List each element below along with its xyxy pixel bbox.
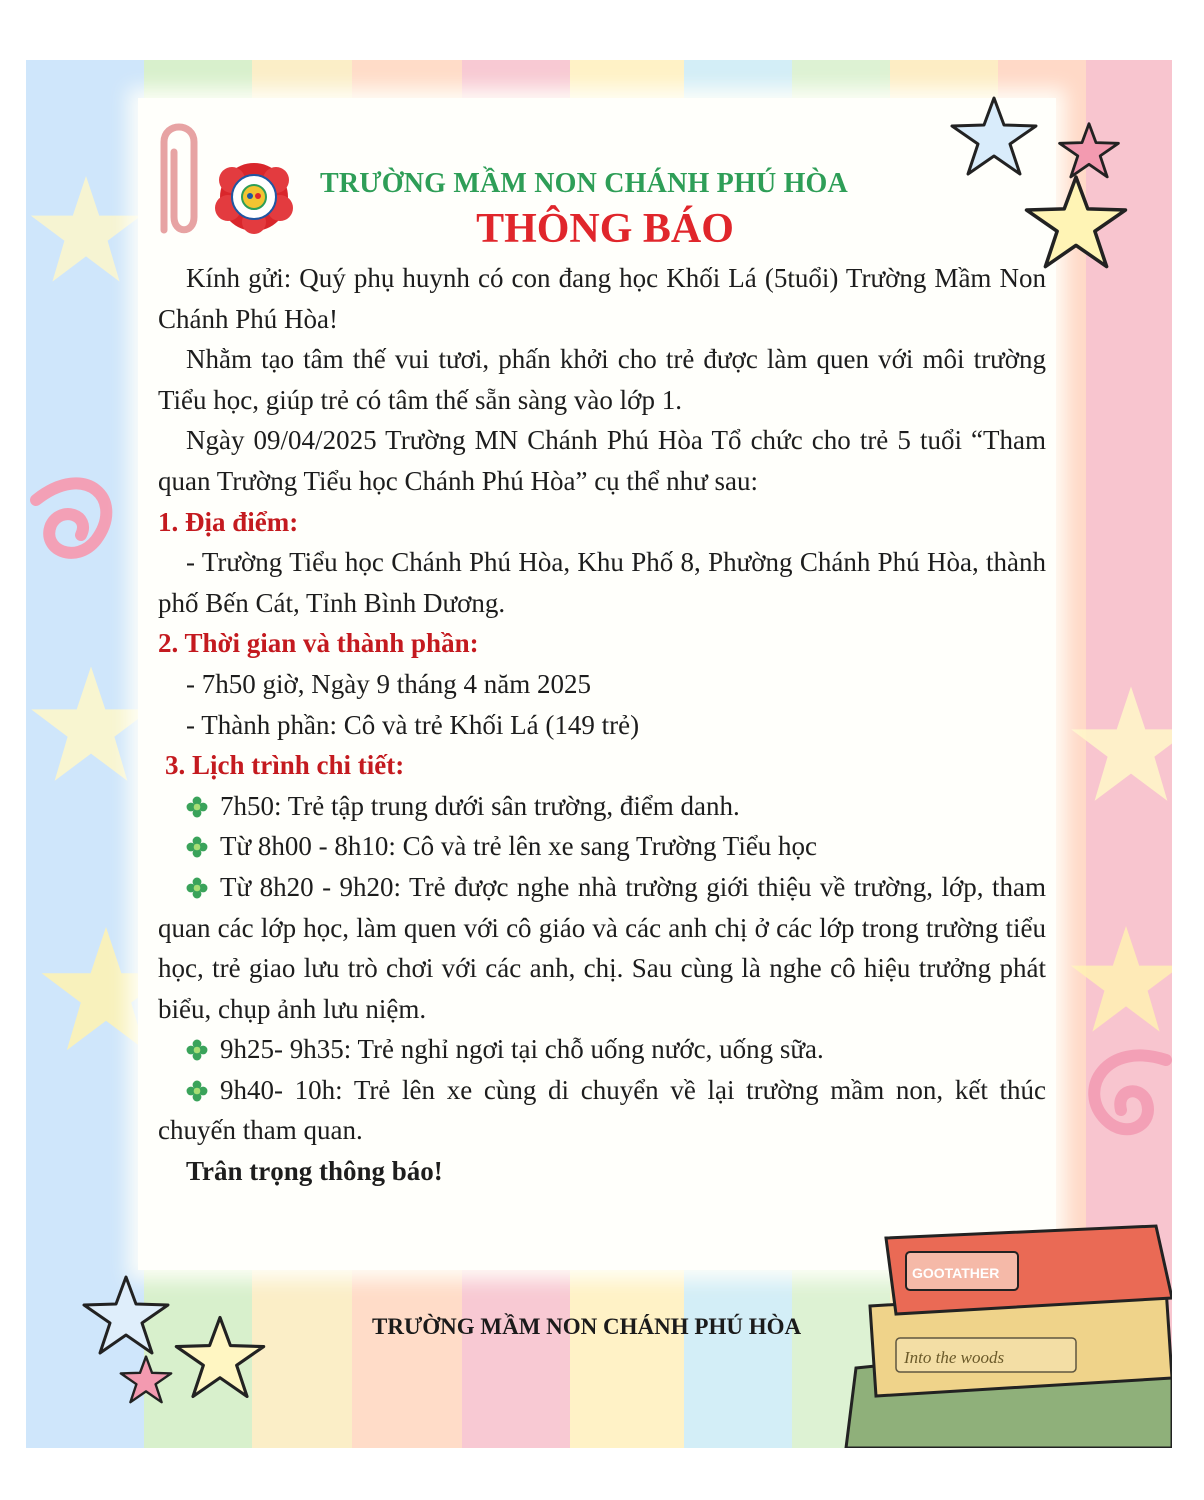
section-heading-location: 1. Địa điểm: — [158, 506, 299, 537]
notice-body — [158, 258, 1046, 1192]
star-outline-icon — [76, 1270, 176, 1362]
flower-bullet-icon — [186, 1039, 208, 1061]
purpose-paragraph: Nhằm tạo tâm thế vui tươi, phấn khởi cho trẻ được làm quen với môi trường Tiểu học, giúp trẻ có tâm thế sẵn sàng vào lớp 1. — [158, 344, 1046, 415]
book-label-top: GOOTATHER — [912, 1265, 1000, 1281]
flower-bullet-icon — [186, 1080, 208, 1102]
star-outline-icon — [944, 92, 1044, 182]
schedule-item — [158, 786, 1046, 827]
page-title: THÔNG BÁO — [476, 206, 734, 252]
star-pink-icon — [116, 1352, 176, 1408]
time-text: - 7h50 giờ, Ngày 9 tháng 4 năm 2025 — [186, 668, 591, 699]
schedule-item-text: 9h40- 10h: Trẻ lên xe cùng di chuyển về lại trường mầm non, kết thúc chuyến tham quan. — [158, 1074, 1046, 1146]
schedule-item — [158, 1070, 1046, 1151]
school-name-footer: TRƯỜNG MẦM NON CHÁNH PHÚ HÒA — [372, 1314, 802, 1339]
section-heading-schedule: 3. Lịch trình chi tiết: — [165, 750, 405, 781]
participants-text: - Thành phần: Cô và trẻ Khối Lá (149 trẻ) — [186, 709, 640, 740]
flower-bullet-icon — [186, 836, 208, 858]
schedule-item — [158, 867, 1046, 1029]
schedule-item — [158, 826, 1046, 867]
schedule-item-text: 7h50: Trẻ tập trung dưới sân trường, điểm danh. — [220, 790, 740, 821]
star-decoration-icon — [1066, 920, 1172, 1040]
book-label-middle: Into the woods — [904, 1348, 1005, 1367]
swirl-decoration-icon — [26, 460, 146, 600]
swirl-decoration-icon — [1066, 1040, 1172, 1180]
flower-bullet-icon — [186, 796, 208, 818]
schedule-item — [158, 1029, 1046, 1070]
schedule-item-text: 9h25- 9h35: Trẻ nghỉ ngơi tại chỗ uống nước, uống sữa. — [220, 1034, 824, 1065]
star-decoration-icon — [26, 660, 156, 790]
event-paragraph: Ngày 09/04/2025 Trường MN Chánh Phú Hòa Tổ chức cho trẻ 5 tuổi “Tham quan Trường Tiểu học Chánh Phú Hòa” cụ thể như sau: — [158, 425, 1046, 496]
flower-bullet-icon — [186, 877, 208, 899]
location-text: - Trường Tiểu học Chánh Phú Hòa, Khu Phố 8, Phường Chánh Phú Hòa, thành phố Bến Cát, Tỉnh Bình Dương. — [158, 547, 1046, 618]
schedule-item-text: Từ 8h20 - 9h20: Trẻ được nghe nhà trường giới thiệu về trường, lớp, tham quan các lớp học, làm quen với cô giáo và các anh chị ở các lớp trong trường tiểu học, trẻ giao lưu trò chơi với các anh, chị. Sau cùng là nghe cô hiệu trưởng phát biểu, chụp ảnh lưu niệm. — [158, 871, 1046, 1024]
books-stack-illustration — [836, 1218, 1172, 1448]
section-heading-time: 2. Thời gian và thành phần: — [158, 628, 479, 659]
schedule-item-text: Từ 8h00 - 8h10: Cô và trẻ lên xe sang Trường Tiểu học — [220, 831, 818, 862]
greeting-paragraph: Kính gửi: Quý phụ huynh có con đang học Khối Lá (5tuổi) Trường Mầm Non Chánh Phú Hòa! — [158, 263, 1046, 334]
school-name-header: TRƯỜNG MẦM NON CHÁNH PHÚ HÒA — [320, 168, 848, 199]
star-yellow-icon — [168, 1310, 272, 1406]
star-decoration-icon — [1066, 680, 1172, 810]
closing-text: Trân trọng thông báo! — [186, 1156, 443, 1187]
